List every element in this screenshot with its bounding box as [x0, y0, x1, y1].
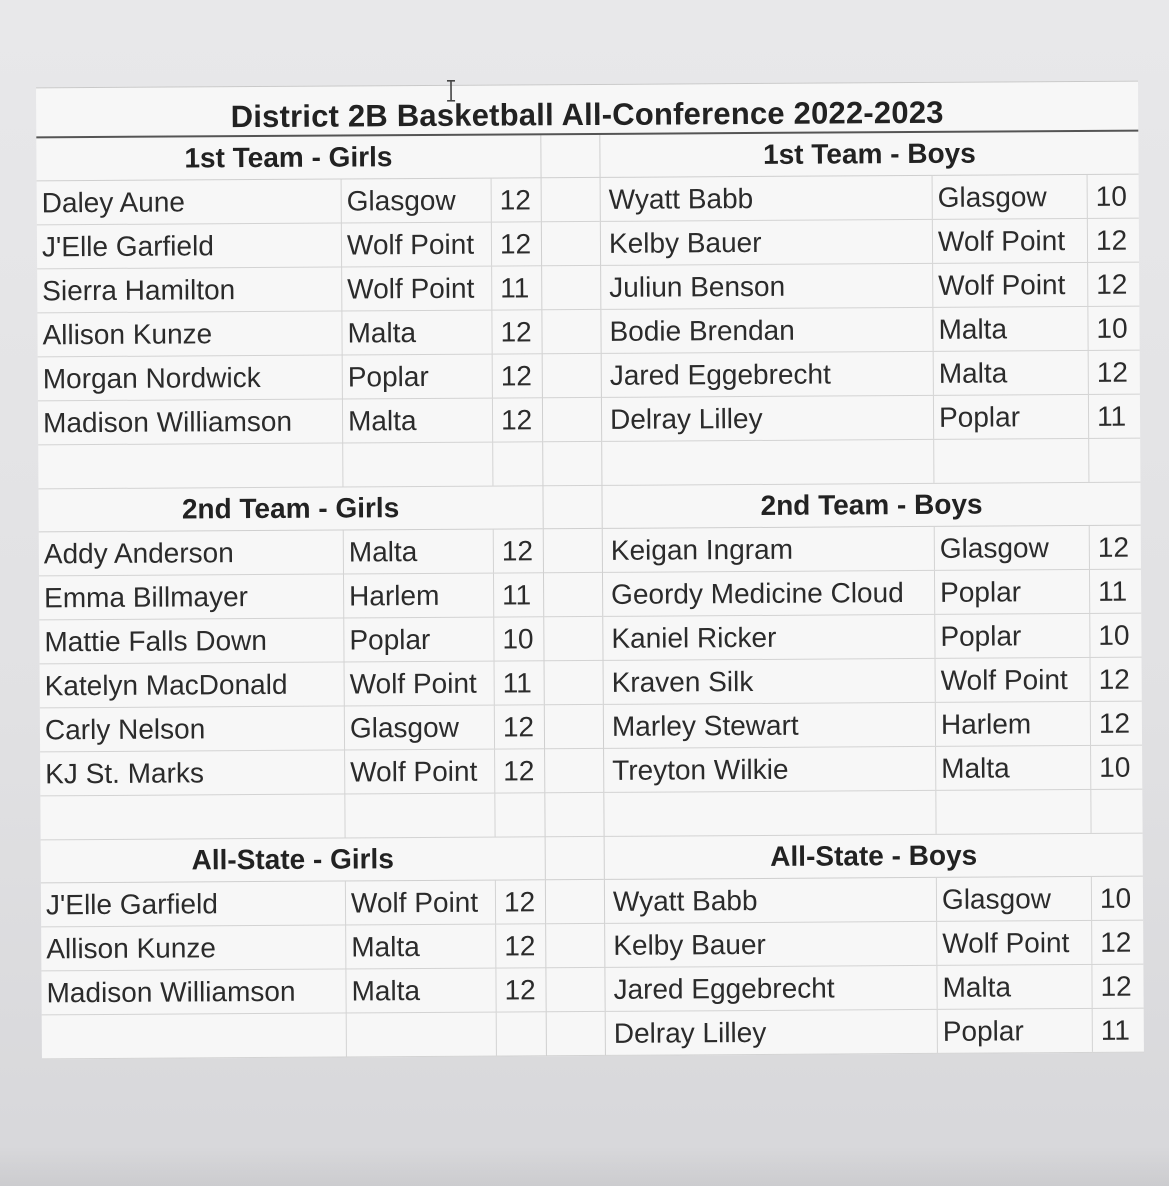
- school-cell[interactable]: Malta: [343, 399, 493, 443]
- sheet-title: District 2B Basketball All-Conference 2022-2023: [230, 94, 944, 135]
- table-row: [42, 1012, 546, 1059]
- table-row: [601, 307, 1139, 354]
- player-name-cell[interactable]: Wyatt Babb: [601, 176, 933, 221]
- grade-cell[interactable]: 12: [503, 755, 535, 787]
- table-row: [604, 746, 1142, 793]
- grade-cell[interactable]: 11: [502, 579, 532, 611]
- table-row: [601, 219, 1139, 266]
- player-name-cell[interactable]: Madison Williamson: [41, 969, 346, 1014]
- school-cell[interactable]: Poplar: [938, 1009, 1093, 1053]
- player-name-cell[interactable]: Bodie Brendan: [601, 308, 933, 353]
- title-row: [36, 81, 1138, 139]
- school-cell[interactable]: [934, 439, 1089, 483]
- school-cell[interactable]: Glasgow: [933, 175, 1088, 219]
- player-name-cell[interactable]: Addy Anderson: [39, 530, 344, 575]
- table-row: [602, 439, 1140, 486]
- school-cell[interactable]: Wolf Point: [936, 658, 1091, 702]
- school-cell[interactable]: Poplar: [935, 570, 1090, 614]
- table-row: [603, 614, 1141, 661]
- player-name-cell[interactable]: Carly Nelson: [40, 706, 345, 751]
- girls-section-header: All-State - Girls: [41, 837, 545, 883]
- gap-cell[interactable]: [542, 178, 600, 222]
- player-name-cell[interactable]: Kaniel Ricker: [603, 615, 935, 660]
- gap-cell[interactable]: [546, 837, 604, 880]
- table-row: [40, 793, 544, 840]
- screen-bottom-shade: [0, 1146, 1169, 1186]
- grade-cell[interactable]: [497, 1012, 546, 1055]
- school-cell[interactable]: Malta: [934, 351, 1089, 395]
- player-name-cell[interactable]: J'Elle Garfield: [41, 881, 346, 926]
- grade-cell[interactable]: 12: [1096, 268, 1128, 300]
- player-name-cell[interactable]: Mattie Falls Down: [39, 618, 344, 663]
- table-row: [40, 661, 544, 708]
- school-cell[interactable]: Glasgow: [937, 877, 1092, 921]
- grade-cell[interactable]: 10: [1099, 751, 1131, 783]
- school-cell[interactable]: Wolf Point: [933, 219, 1088, 263]
- table-row: [605, 965, 1143, 1012]
- player-name-cell[interactable]: Jared Eggebrecht: [602, 352, 934, 397]
- grade-cell[interactable]: 11: [500, 272, 530, 304]
- grade-cell[interactable]: 12: [499, 184, 531, 216]
- grade-cell[interactable]: [493, 442, 542, 485]
- school-cell[interactable]: Wolf Point: [342, 223, 492, 267]
- table-row: [39, 529, 543, 576]
- school-cell[interactable]: Poplar: [343, 355, 493, 399]
- player-name-cell[interactable]: Geordy Medicine Cloud: [603, 571, 935, 616]
- school-cell[interactable]: Harlem: [344, 574, 494, 618]
- school-cell[interactable]: Malta: [342, 311, 492, 355]
- table-row: [41, 924, 545, 971]
- grade-cell[interactable]: 10: [1095, 180, 1127, 212]
- player-name-cell[interactable]: Allison Kunze: [37, 311, 342, 356]
- grade-cell[interactable]: 12: [1100, 970, 1132, 1002]
- grade-cell[interactable]: 12: [500, 316, 532, 348]
- school-cell[interactable]: Harlem: [936, 702, 1091, 746]
- table-row: [37, 178, 541, 225]
- grade-cell[interactable]: 12: [1098, 707, 1131, 739]
- grade-cell[interactable]: 10: [1099, 882, 1132, 914]
- table-row: [601, 175, 1139, 222]
- table-row: [39, 617, 543, 664]
- school-cell[interactable]: Wolf Point: [933, 263, 1088, 307]
- gap-cell[interactable]: [543, 486, 601, 529]
- gap-cell[interactable]: [544, 529, 602, 573]
- player-name-cell[interactable]: Kelby Bauer: [605, 922, 937, 967]
- grade-cell[interactable]: 11: [502, 667, 532, 699]
- grade-cell[interactable]: 11: [1098, 575, 1128, 607]
- school-cell[interactable]: Wolf Point: [345, 750, 495, 794]
- girls-column: [36, 135, 546, 1059]
- player-name-cell[interactable]: Kelby Bauer: [601, 220, 933, 265]
- gap-cell[interactable]: [542, 310, 600, 354]
- grade-cell[interactable]: [495, 793, 544, 836]
- gap-cell[interactable]: [543, 398, 601, 442]
- gap-cell[interactable]: [547, 1012, 605, 1056]
- grade-cell[interactable]: 12: [1096, 356, 1129, 388]
- school-cell[interactable]: Wolf Point: [937, 921, 1092, 965]
- school-cell[interactable]: [343, 443, 493, 487]
- grade-cell[interactable]: 12: [502, 711, 535, 743]
- roster-grid: [36, 132, 1144, 1060]
- school-cell[interactable]: Wolf Point: [346, 881, 496, 925]
- player-name-cell[interactable]: Juliun Benson: [601, 264, 933, 309]
- spreadsheet: [36, 81, 1144, 1060]
- player-name-cell[interactable]: Marley Stewart: [604, 703, 936, 748]
- school-cell[interactable]: [936, 790, 1091, 834]
- grade-cell[interactable]: [1091, 790, 1142, 833]
- table-row: [604, 702, 1142, 749]
- table-row: [604, 658, 1142, 705]
- table-row: [606, 1009, 1144, 1056]
- table-row: [41, 968, 545, 1015]
- grade-cell[interactable]: 11: [1100, 1014, 1130, 1046]
- player-name-cell[interactable]: [602, 440, 934, 485]
- gap-cell[interactable]: [546, 968, 604, 1012]
- table-row: [37, 222, 541, 269]
- grade-cell[interactable]: 12: [499, 228, 532, 260]
- table-row: [40, 749, 544, 796]
- table-row: [603, 526, 1141, 573]
- player-name-cell[interactable]: Allison Kunze: [41, 925, 346, 970]
- player-name-cell[interactable]: Sierra Hamilton: [37, 267, 342, 312]
- school-cell[interactable]: Glasgow: [345, 706, 495, 750]
- player-name-cell[interactable]: Emma Billmayer: [39, 574, 344, 619]
- gap-cell[interactable]: [545, 661, 603, 705]
- gap-cell[interactable]: [545, 705, 603, 749]
- player-name-cell[interactable]: [42, 1013, 347, 1058]
- player-name-cell[interactable]: Jared Eggebrecht: [605, 966, 937, 1011]
- school-cell[interactable]: [347, 1013, 497, 1057]
- table-row: [41, 880, 545, 927]
- school-cell[interactable]: Glasgow: [935, 526, 1090, 570]
- table-row: [38, 354, 542, 401]
- gap-cell[interactable]: [546, 880, 604, 924]
- school-cell[interactable]: Malta: [933, 307, 1088, 351]
- grade-cell[interactable]: 12: [504, 930, 536, 962]
- gap-cell[interactable]: [544, 617, 602, 661]
- table-row: [38, 442, 542, 489]
- gap-cell[interactable]: [542, 222, 600, 266]
- school-cell[interactable]: Wolf Point: [345, 662, 495, 706]
- school-cell[interactable]: Poplar: [935, 614, 1090, 658]
- gap-cell[interactable]: [541, 135, 599, 178]
- gap-cell[interactable]: [544, 573, 602, 617]
- player-name-cell[interactable]: Kraven Silk: [604, 659, 936, 704]
- grade-cell[interactable]: 11: [1096, 400, 1127, 432]
- gap-cell[interactable]: [546, 924, 604, 968]
- grade-cell[interactable]: 12: [1095, 224, 1128, 256]
- school-cell[interactable]: Wolf Point: [342, 267, 492, 311]
- table-row: [601, 263, 1139, 310]
- player-name-cell[interactable]: Delray Lilley: [602, 396, 934, 441]
- grade-cell[interactable]: 12: [500, 404, 533, 436]
- table-row: [603, 570, 1141, 617]
- grade-cell[interactable]: 12: [500, 360, 533, 392]
- grade-cell[interactable]: 12: [503, 886, 536, 918]
- player-name-cell[interactable]: Wyatt Babb: [605, 878, 937, 923]
- player-name-cell[interactable]: [40, 794, 345, 839]
- player-name-cell[interactable]: Treyton Wilkie: [604, 747, 936, 792]
- grade-cell[interactable]: 12: [1098, 663, 1130, 695]
- gap-cell[interactable]: [543, 442, 601, 486]
- player-name-cell[interactable]: Keigan Ingram: [603, 527, 935, 572]
- player-name-cell[interactable]: Morgan Nordwick: [38, 355, 343, 400]
- table-row: [37, 310, 541, 357]
- gap-column: [540, 135, 606, 1056]
- player-name-cell[interactable]: Madison Williamson: [38, 399, 343, 444]
- gap-cell[interactable]: [545, 749, 603, 793]
- player-name-cell[interactable]: [604, 791, 936, 836]
- table-row: [39, 573, 543, 620]
- player-name-cell[interactable]: KJ St. Marks: [40, 750, 345, 795]
- grade-cell[interactable]: 12: [1100, 926, 1132, 958]
- player-name-cell[interactable]: Daley Aune: [37, 180, 342, 225]
- table-row: [37, 266, 541, 313]
- boys-column: [600, 132, 1144, 1056]
- player-name-cell[interactable]: Delray Lilley: [606, 1010, 938, 1055]
- table-row: [605, 877, 1143, 924]
- table-row: [604, 790, 1142, 837]
- player-name-cell[interactable]: Katelyn MacDonald: [40, 662, 345, 707]
- boys-section-header: 1st Team - Boys: [600, 132, 1138, 178]
- school-cell[interactable]: Poplar: [344, 618, 494, 662]
- player-name-cell[interactable]: J'Elle Garfield: [37, 224, 342, 269]
- school-cell[interactable]: [345, 794, 495, 838]
- player-name-cell[interactable]: [38, 443, 343, 488]
- school-cell[interactable]: Malta: [346, 969, 496, 1013]
- school-cell[interactable]: Poplar: [934, 395, 1089, 439]
- table-row: [602, 351, 1140, 398]
- grade-cell[interactable]: 12: [504, 974, 536, 1006]
- gap-cell[interactable]: [543, 354, 601, 398]
- grade-cell[interactable]: 10: [502, 623, 534, 655]
- grade-cell[interactable]: 10: [1096, 312, 1128, 344]
- girls-section-header: 1st Team - Girls: [36, 135, 540, 181]
- school-cell[interactable]: Glasgow: [342, 179, 492, 223]
- table-row: [605, 921, 1143, 968]
- grade-cell[interactable]: 10: [1098, 619, 1130, 651]
- girls-section-header: 2nd Team - Girls: [38, 486, 542, 532]
- school-cell[interactable]: Malta: [936, 746, 1091, 790]
- school-cell[interactable]: Malta: [937, 965, 1092, 1009]
- gap-cell[interactable]: [542, 266, 600, 310]
- school-cell[interactable]: Malta: [344, 530, 494, 574]
- boys-section-header: 2nd Team - Boys: [602, 483, 1140, 529]
- table-row: [38, 398, 542, 445]
- table-row: [602, 395, 1140, 442]
- grade-cell[interactable]: 12: [501, 535, 534, 567]
- boys-section-header: All-State - Boys: [605, 834, 1143, 880]
- school-cell[interactable]: Malta: [346, 925, 496, 969]
- gap-cell[interactable]: [545, 793, 603, 837]
- grade-cell[interactable]: [1089, 439, 1140, 482]
- table-row: [40, 705, 544, 752]
- grade-cell[interactable]: 12: [1097, 531, 1130, 563]
